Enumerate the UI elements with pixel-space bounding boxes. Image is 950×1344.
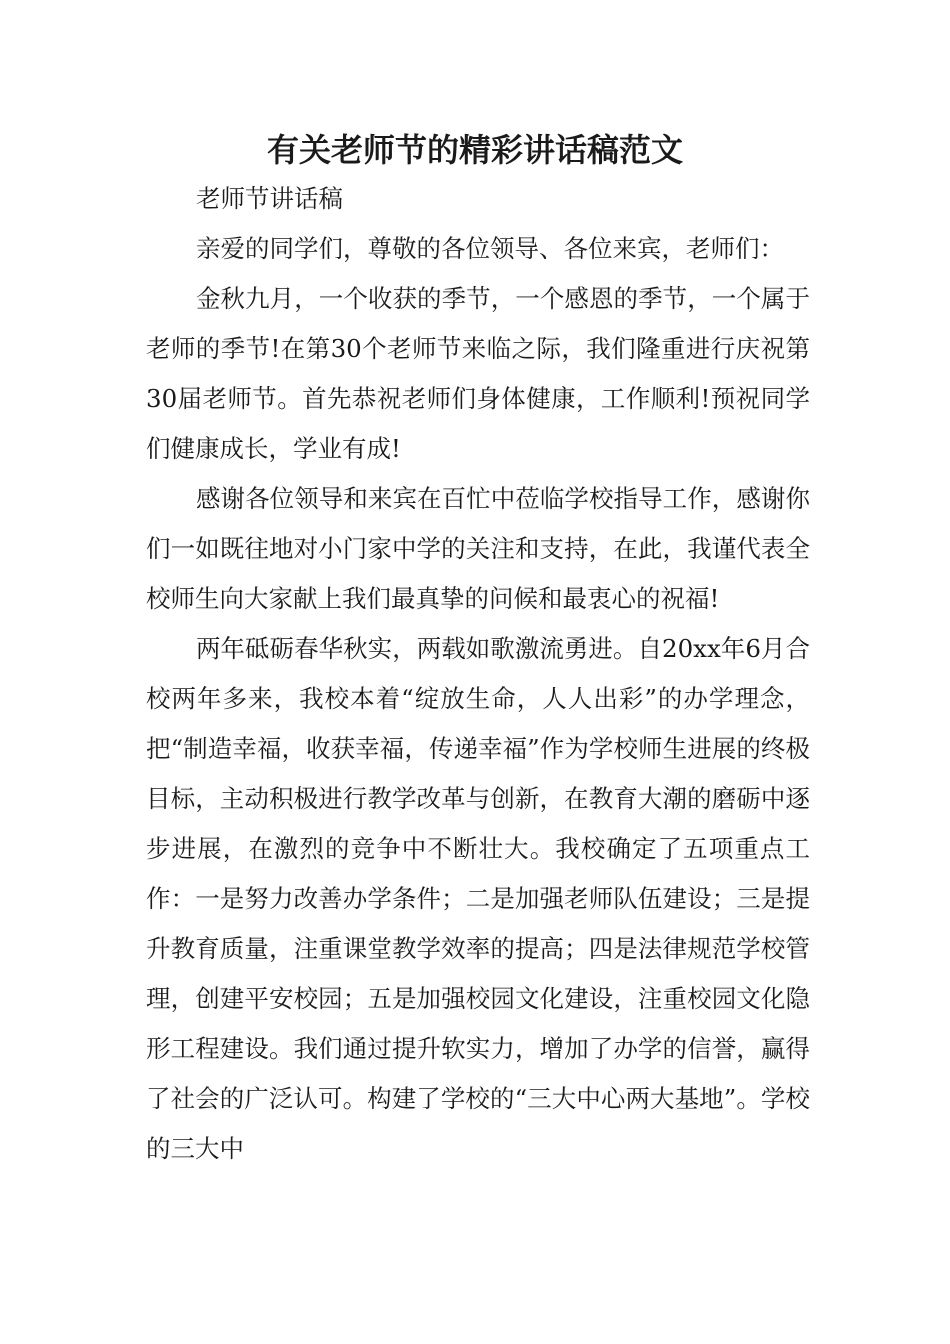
paragraph: 两年砥砺春华秋实，两载如歌激流勇进。自20xx年6月合校两年多来，我校本着“绽放生命，人人出彩”的办学理念，把“制造幸福，收获幸福，传递幸福”作为学校师生进展的终极目标，主动积极进行教学改革与创新，在教育大潮的磨砺中逐步进展，在激烈的竞争中不断壮大。我校确定了五项重点工作：一是努力改善办学条件；二是加强老师队伍建设；三是提升教育质量，注重课堂教学效率的提高；四是法律规范学校管理，创建平安校园；五是加强校园文化建设，注重校园文化隐形工程建设。我们通过提升软实力，增加了办学的信誉，赢得了社会的广泛认可。构建了学校的“三大中心两大基地”。学校的三大中 (146, 634, 810, 1163)
document-body (146, 174, 810, 1174)
paragraph: 金秋九月，一个收获的季节，一个感恩的季节，一个属于老师的季节!在第30个老师节来临之际，我们隆重进行庆祝第30届老师节。首先恭祝老师们身体健康，工作顺利!预祝同学们健康成长，学业有成! (146, 284, 810, 463)
document-title: 有关老师节的精彩讲话稿范文 (266, 131, 683, 169)
paragraph-subtitle: 老师节讲话稿 (196, 184, 343, 213)
paragraph-salutation: 亲爱的同学们，尊敬的各位领导、各位来宾，老师们： (196, 234, 784, 263)
paragraph: 感谢各位领导和来宾在百忙中莅临学校指导工作，感谢你们一如既往地对小门家中学的关注和支持，在此，我谨代表全校师生向大家献上我们最真挚的问候和最衷心的祝福! (146, 484, 810, 613)
